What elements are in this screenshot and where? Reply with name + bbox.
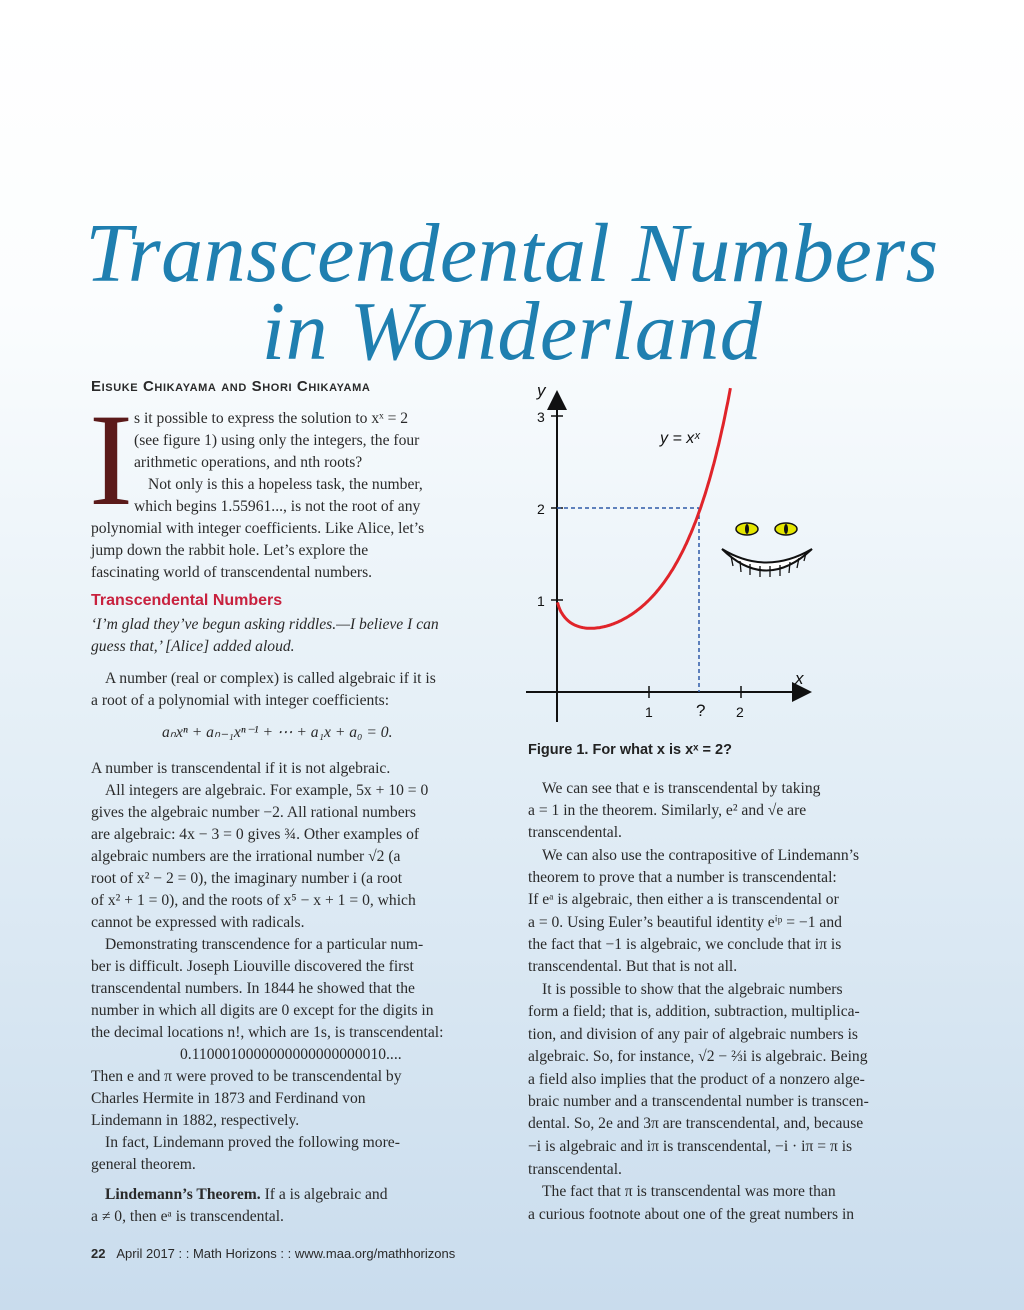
intro-line: which begins 1.55961..., is not the root of any xyxy=(134,498,421,515)
body-line: root of x² − 2 = 0), the imaginary number i (a root xyxy=(91,870,403,887)
liouville-number: 0.1100010000000000000000010.... xyxy=(180,1046,402,1063)
body-line: All integers are algebraic. For example, 5x + 10 = 0 xyxy=(105,782,429,799)
body-line: We can see that e is transcendental by taking xyxy=(542,780,821,797)
theorem-line: a ≠ 0, then eᵃ is transcendental. xyxy=(91,1208,284,1225)
body-line: the fact that −1 is algebraic, we conclude that iπ is xyxy=(528,936,842,953)
theorem-text: If a is algebraic and xyxy=(260,1186,388,1203)
page-footer xyxy=(91,1246,455,1261)
intro-line: (see figure 1) using only the integers, the four xyxy=(134,432,420,449)
y-tick-label: 3 xyxy=(537,409,545,425)
body-line: a field also implies that the product of a nonzero alge- xyxy=(528,1071,865,1088)
intro-line: fascinating world of transcendental numbers. xyxy=(91,564,373,581)
x-axis-label: x xyxy=(795,669,804,688)
x-tick-label-unknown: ? xyxy=(696,701,706,720)
y-tick-label: 1 xyxy=(537,593,545,609)
body-line: It is possible to show that the algebraic numbers xyxy=(542,981,843,998)
body-line: a root of a polynomial with integer coefficients: xyxy=(91,692,390,709)
intro-line: arithmetic operations, and nth roots? xyxy=(134,454,363,471)
x-tick-label: 1 xyxy=(645,704,653,720)
figure-1-graph xyxy=(520,380,820,730)
body-line: a = 1 in the theorem. Similarly, e² and √e are xyxy=(528,802,807,819)
body-line: Demonstrating transcendence for a particular num- xyxy=(105,936,424,953)
intro-line: Not only is this a hopeless task, the number, xyxy=(148,476,423,493)
body-line: cannot be expressed with radicals. xyxy=(91,914,305,931)
epigraph-line: guess that,’ [Alice] added aloud. xyxy=(91,638,295,655)
drop-cap: I xyxy=(89,386,133,533)
y-tick-label: 2 xyxy=(537,501,545,517)
section-heading: Transcendental Numbers xyxy=(91,592,283,609)
intro-line: polynomial with integer coefficients. Like Alice, let’s xyxy=(91,520,425,537)
curve-label: y = xˣ xyxy=(660,430,700,447)
body-line: are algebraic: 4x − 3 = 0 gives ¾. Other examples of xyxy=(91,826,420,843)
figure-caption: Figure 1. For what x is xˣ = 2? xyxy=(528,742,732,758)
body-line: ber is difficult. Joseph Liouville discovered the first xyxy=(91,958,414,975)
body-line: A number is transcendental if it is not algebraic. xyxy=(91,760,391,777)
body-line: In fact, Lindemann proved the following more- xyxy=(105,1134,400,1151)
body-line: the decimal locations n!, which are 1s, is transcendental: xyxy=(91,1024,444,1041)
body-line: A number (real or complex) is called algebraic if it is xyxy=(105,670,436,687)
epigraph-line: ‘I’m glad they’ve begun asking riddles.—I believe I can xyxy=(91,616,439,633)
body-line: gives the algebraic number −2. All rational numbers xyxy=(91,804,416,821)
body-line: general theorem. xyxy=(91,1156,196,1173)
body-line: transcendental. xyxy=(528,1161,622,1178)
body-line: tion, and division of any pair of algebraic numbers is xyxy=(528,1026,858,1043)
body-line: Then e and π were proved to be transcendental by xyxy=(91,1068,402,1085)
body-line: algebraic numbers are the irrational number √2 (a xyxy=(91,848,401,865)
body-line: braic number and a transcendental number is transcen- xyxy=(528,1093,869,1110)
y-axis-label: y xyxy=(537,381,546,400)
intro-line: s it possible to express the solution to xˣ = 2 xyxy=(134,410,409,427)
body-line: form a field; that is, addition, subtraction, multiplica- xyxy=(528,1003,860,1020)
body-line: transcendental. But that is not all. xyxy=(528,958,738,975)
body-line: of x² + 1 = 0), and the roots of x⁵ − x + 1 = 0, which xyxy=(91,892,416,909)
body-line: dental. So, 2e and 3π are transcendental, and, because xyxy=(528,1115,864,1132)
body-line: Lindemann in 1882, respectively. xyxy=(91,1112,300,1129)
footer-text: April 2017 : : Math Horizons : : www.maa.org/mathhorizons xyxy=(116,1246,456,1261)
body-line: transcendental numbers. In 1844 he showed that the xyxy=(91,980,415,997)
theorem-line xyxy=(105,1184,388,1206)
body-line: a curious footnote about one of the great numbers in xyxy=(528,1206,855,1223)
body-line: Charles Hermite in 1873 and Ferdinand von xyxy=(91,1090,366,1107)
body-line: theorem to prove that a number is transcendental: xyxy=(528,869,837,886)
cheshire-cat-icon xyxy=(722,523,812,577)
polynomial-equation: aₙxⁿ + aₙ₋₁xⁿ⁻¹ + ⋯ + a₁x + a₀ = 0. xyxy=(162,724,393,741)
body-line: −i is algebraic and iπ is transcendental, −i · iπ = π is xyxy=(528,1138,853,1155)
x-tick-label: 2 xyxy=(736,704,744,720)
article-title-line-1: Transcendental Numbers xyxy=(85,207,939,300)
intro-line: jump down the rabbit hole. Let’s explore the xyxy=(91,542,369,559)
article-title-line-2: in Wonderland xyxy=(261,285,763,378)
body-line: a = 0. Using Euler’s beautiful identity eⁱᵖ = −1 and xyxy=(528,914,842,931)
body-line: algebraic. So, for instance, √2 − ⅔i is algebraic. Being xyxy=(528,1048,868,1065)
body-line: If eᵃ is algebraic, then either a is transcendental or xyxy=(528,891,839,908)
body-line: The fact that π is transcendental was more than xyxy=(542,1183,836,1200)
body-line: number in which all digits are 0 except for the digits in xyxy=(91,1002,434,1019)
body-line: We can also use the contrapositive of Lindemann’s xyxy=(542,847,860,864)
body-line: transcendental. xyxy=(528,824,622,841)
page-number: 22 xyxy=(91,1246,106,1261)
authors: Eisuke Chikayama and Shori Chikayama xyxy=(91,378,371,395)
theorem-name: Lindemann’s Theorem. xyxy=(105,1186,261,1203)
